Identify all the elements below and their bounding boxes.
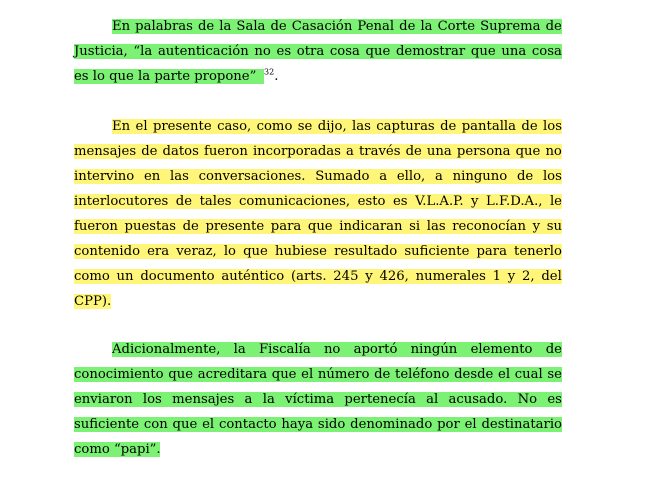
word: pertenecía bbox=[344, 392, 416, 407]
word: a bbox=[346, 144, 354, 159]
word: presente bbox=[152, 119, 212, 134]
word: cual bbox=[514, 367, 543, 382]
word: de bbox=[545, 342, 562, 357]
word: denominado bbox=[350, 417, 433, 432]
word: pantalla bbox=[461, 119, 516, 134]
word: que bbox=[470, 44, 496, 59]
word: las bbox=[426, 219, 446, 234]
word: Casación bbox=[291, 19, 353, 34]
word: que bbox=[168, 367, 194, 382]
word: haya bbox=[281, 417, 314, 432]
word: es bbox=[276, 44, 292, 59]
word: el bbox=[135, 119, 148, 134]
paragraph-line bbox=[74, 164, 562, 189]
word: se bbox=[547, 367, 562, 382]
word: datos bbox=[162, 144, 199, 159]
word: al bbox=[426, 392, 439, 407]
word: y bbox=[365, 269, 373, 284]
word: “la bbox=[133, 44, 153, 59]
word: lo bbox=[223, 244, 237, 259]
word: Corte bbox=[437, 19, 476, 34]
word: una bbox=[501, 44, 527, 59]
word: de bbox=[175, 194, 193, 209]
word: Adicionalmente, bbox=[112, 342, 221, 357]
word: L.F.D.A., bbox=[486, 194, 543, 209]
word: la bbox=[233, 342, 246, 357]
paragraph-line bbox=[74, 412, 562, 437]
paragraph-line bbox=[74, 337, 562, 362]
word: reconocían bbox=[452, 219, 527, 234]
word: numerales bbox=[415, 269, 486, 284]
word: intervino bbox=[74, 169, 135, 184]
paragraph-1-last-text: es lo que la parte propone” bbox=[74, 69, 257, 84]
word: el bbox=[202, 417, 215, 432]
word: la bbox=[420, 19, 433, 34]
word: documento bbox=[140, 269, 215, 284]
paragraph-3 bbox=[74, 337, 562, 462]
word: mensajes bbox=[74, 144, 137, 159]
word: de bbox=[440, 119, 457, 134]
word: persona bbox=[456, 144, 511, 159]
word: no bbox=[254, 44, 271, 59]
word: cosa bbox=[531, 44, 562, 59]
word: aportó bbox=[353, 342, 398, 357]
word: incorporadas bbox=[252, 144, 341, 159]
word: que bbox=[243, 244, 268, 259]
word: las bbox=[170, 169, 189, 184]
word: enviaron bbox=[74, 392, 133, 407]
paragraph-line-last bbox=[74, 64, 264, 89]
word: No bbox=[517, 392, 538, 407]
paragraph-2 bbox=[74, 114, 562, 314]
word: ninguno bbox=[452, 169, 508, 184]
word: le bbox=[549, 194, 562, 209]
word: como bbox=[74, 269, 110, 284]
word: teléfono bbox=[395, 367, 450, 382]
word: en bbox=[143, 169, 161, 184]
word: suficiente bbox=[74, 417, 140, 432]
word: contacto bbox=[218, 417, 277, 432]
word: sido bbox=[317, 417, 346, 432]
word: veraz, bbox=[176, 244, 217, 259]
word: palabras bbox=[135, 19, 193, 34]
word: un bbox=[116, 269, 134, 284]
word: la bbox=[219, 19, 232, 34]
word: acusado. bbox=[448, 392, 508, 407]
word: y bbox=[507, 269, 516, 284]
paragraph-line bbox=[74, 189, 562, 214]
word: acreditara bbox=[197, 367, 268, 382]
word: que bbox=[307, 219, 333, 234]
word: de bbox=[197, 19, 215, 34]
word: Suprema bbox=[480, 19, 541, 34]
paragraph-line bbox=[74, 264, 562, 289]
word: los bbox=[542, 169, 562, 184]
footnote-trailing-period: . bbox=[274, 69, 279, 84]
word: de bbox=[270, 19, 287, 34]
paragraph-line bbox=[74, 387, 562, 412]
word: demostrar bbox=[395, 44, 466, 59]
paragraph-2-last-text: CPP). bbox=[74, 294, 112, 309]
paragraph-line-last bbox=[74, 289, 111, 314]
word: tenerlo bbox=[514, 244, 562, 259]
word: que bbox=[271, 367, 297, 382]
word: era bbox=[147, 244, 170, 259]
word: que bbox=[172, 417, 198, 432]
word: y bbox=[471, 194, 479, 209]
word: Penal bbox=[357, 19, 395, 34]
word: para bbox=[270, 219, 302, 234]
word: fueron bbox=[203, 144, 248, 159]
word: presente bbox=[205, 219, 265, 234]
word: fueron bbox=[74, 219, 118, 234]
word: desde bbox=[454, 367, 494, 382]
word: número bbox=[317, 367, 370, 382]
word: el bbox=[301, 367, 314, 382]
word: se bbox=[297, 119, 313, 134]
word: En bbox=[112, 19, 131, 34]
word: 1 bbox=[492, 269, 502, 284]
word: los bbox=[543, 119, 562, 134]
word: ningún bbox=[410, 342, 458, 357]
footnote-number[interactable]: 32 bbox=[264, 67, 275, 77]
word: el bbox=[498, 367, 511, 382]
paragraph-line bbox=[74, 139, 562, 164]
word: de bbox=[405, 144, 422, 159]
word: comunicaciones, bbox=[239, 194, 351, 209]
word: es bbox=[547, 392, 562, 407]
paragraph-line bbox=[74, 39, 562, 64]
word: que bbox=[515, 144, 541, 159]
paragraph-line bbox=[74, 214, 562, 239]
word: de bbox=[516, 169, 534, 184]
word: su bbox=[546, 219, 562, 234]
footnote-ref[interactable] bbox=[264, 64, 278, 89]
paragraph-line bbox=[74, 114, 562, 139]
word: elemento bbox=[470, 342, 533, 357]
word: de bbox=[545, 19, 562, 34]
word: hubiese bbox=[274, 244, 327, 259]
word: ello, bbox=[396, 169, 426, 184]
word: interlocutores bbox=[74, 194, 169, 209]
word: víctima bbox=[285, 392, 335, 407]
word: una bbox=[426, 144, 452, 159]
word: (arts. bbox=[290, 269, 327, 284]
word: no bbox=[323, 342, 341, 357]
word: esto bbox=[357, 194, 386, 209]
word: de bbox=[521, 119, 538, 134]
paragraph-line bbox=[74, 239, 562, 264]
word: la bbox=[262, 392, 275, 407]
word: capturas bbox=[376, 119, 435, 134]
word: conversaciones. bbox=[198, 169, 306, 184]
word: suficiente bbox=[404, 244, 470, 259]
word: de bbox=[141, 144, 158, 159]
word: cosa bbox=[329, 44, 360, 59]
word: como bbox=[256, 119, 293, 134]
word: de bbox=[374, 367, 391, 382]
word: por bbox=[437, 417, 460, 432]
word: 426, bbox=[379, 269, 409, 284]
word: mensajes bbox=[172, 392, 235, 407]
word: conocimiento bbox=[74, 367, 164, 382]
word: los bbox=[142, 392, 162, 407]
word: autenticación bbox=[157, 44, 249, 59]
word: del bbox=[541, 269, 562, 284]
word: de bbox=[182, 219, 199, 234]
word: V.L.A.P. bbox=[415, 194, 464, 209]
word: a bbox=[244, 392, 253, 407]
paragraph-line bbox=[74, 362, 562, 387]
word: contenido bbox=[74, 244, 141, 259]
word: destinatario bbox=[481, 417, 562, 432]
paragraph-line-last bbox=[74, 437, 160, 462]
paragraph-1 bbox=[74, 14, 562, 89]
word: través bbox=[358, 144, 401, 159]
word: de bbox=[399, 19, 416, 34]
word: otra bbox=[296, 44, 325, 59]
word: el bbox=[464, 417, 477, 432]
word: resultado bbox=[334, 244, 398, 259]
word: tales bbox=[199, 194, 232, 209]
word: que bbox=[365, 44, 391, 59]
paragraph-line bbox=[74, 14, 562, 39]
word: para bbox=[476, 244, 507, 259]
word: En bbox=[112, 119, 131, 134]
word: dijo, bbox=[317, 119, 347, 134]
word: es bbox=[392, 194, 408, 209]
word: auténtico bbox=[221, 269, 285, 284]
word: puestas bbox=[124, 219, 176, 234]
word: indicaran bbox=[339, 219, 403, 234]
word: a bbox=[379, 169, 388, 184]
word: a bbox=[435, 169, 443, 184]
word: y bbox=[532, 219, 541, 234]
word: Sala bbox=[236, 19, 266, 34]
word: con bbox=[143, 417, 168, 432]
word: Fiscalía bbox=[259, 342, 311, 357]
word: Justicia, bbox=[74, 44, 128, 59]
word: si bbox=[409, 219, 421, 234]
word: las bbox=[352, 119, 371, 134]
word: 245 bbox=[333, 269, 359, 284]
word: caso, bbox=[217, 119, 252, 134]
word: Sumado bbox=[315, 169, 370, 184]
word: no bbox=[545, 144, 562, 159]
word: 2, bbox=[522, 269, 535, 284]
paragraph-3-last-text: como “papi”. bbox=[74, 442, 161, 457]
